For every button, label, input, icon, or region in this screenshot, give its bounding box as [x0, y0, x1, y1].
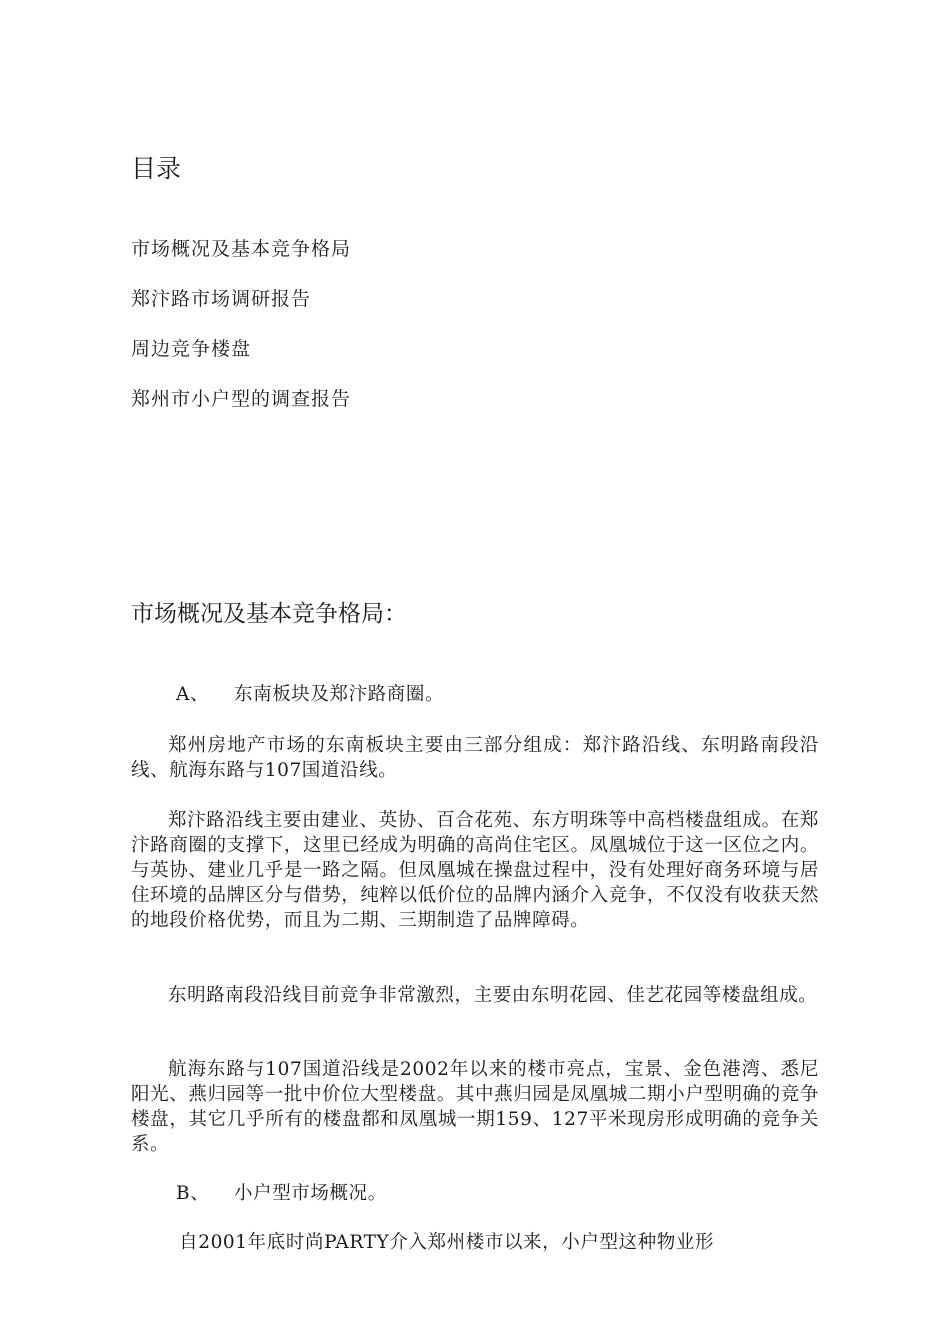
toc-title: 目录 — [131, 154, 182, 183]
toc-item[interactable]: 市场概况及基本竞争格局 — [131, 238, 352, 260]
subheading-a — [176, 682, 444, 707]
toc-item[interactable]: 周边竞争楼盘 — [131, 338, 252, 360]
toc-item[interactable]: 郑汴路市场调研报告 — [131, 288, 312, 310]
paragraph-small-units: 自2001年底时尚PARTY介入郑州楼市以来，小户型这种物业形 — [179, 1232, 715, 1253]
subheading-b — [176, 1181, 387, 1206]
subheading-b-text: 小户型市场概况。 — [234, 1183, 387, 1204]
paragraph-zhengbian-road: 郑汴路沿线主要由建业、英协、百合花苑、东方明珠等中高档楼盘组成。在郑汴路商圈的支撑下，这里已经成为明确的高尚住宅区。凤凰城位于这一区位之内。与英协、建业几乎是一路之隔。但凤凰城在操盘过程中，没有处理好商务环境与居住环境的品牌区分与借势，纯粹以低价位的品牌内涵介入竞争，不仅没有收获天然的地段价格优势，而且为二期、三期制造了品牌障碍。 — [131, 810, 819, 931]
subheading-a-marker: A、 — [176, 684, 210, 705]
toc-item[interactable]: 郑州市小户型的调查报告 — [131, 388, 352, 410]
subheading-b-marker: B、 — [176, 1183, 210, 1204]
subheading-a-text: 东南板块及郑汴路商圈。 — [234, 684, 445, 705]
paragraph-overview: 郑州房地产市场的东南板块主要由三部分组成：郑汴路沿线、东明路南段沿线、航海东路与107国道沿线。 — [131, 735, 819, 781]
paragraph-dongming-road: 东明路南段沿线目前竞争非常激烈，主要由东明花园、佳艺花园等楼盘组成。 — [168, 985, 818, 1006]
paragraph-hanghai-road: 航海东路与107国道沿线是2002年以来的楼市亮点，宝景、金色港湾、悉尼阳光、燕归园等一批中价位大型楼盘。其中燕归园是凤凰城二期小户型明确的竞争楼盘，其它几乎所有的楼盘都和凤凰城一期159、127平米现房形成明确的竞争关系。 — [131, 1059, 819, 1155]
section-title: 市场概况及基本竞争格局： — [131, 601, 407, 627]
toc-list — [131, 234, 351, 434]
